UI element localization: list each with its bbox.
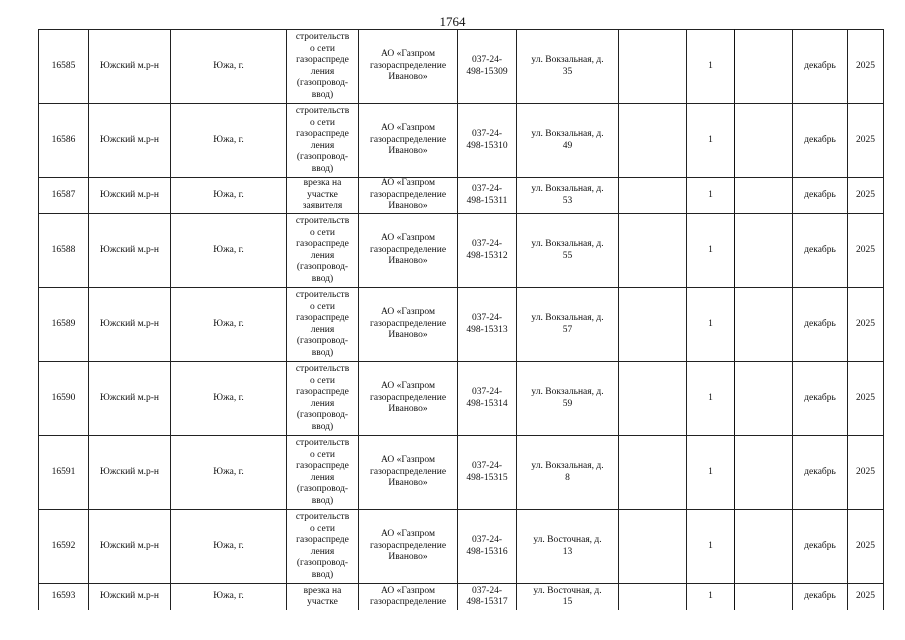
cell-empty	[619, 30, 687, 104]
cell-id	[39, 288, 89, 362]
cell-quantity-text: 1	[708, 466, 713, 477]
cell-work-type	[287, 214, 359, 288]
cell-id	[39, 510, 89, 584]
table-row	[39, 30, 884, 104]
cell-code-text: 037-24- 498-15310	[466, 129, 508, 151]
cell-organization-text: АО «Газпром газораспределение Иваново»	[369, 381, 447, 415]
cell-work-type-text: строительств о сети газораспреде ления (газопровод- ввод)	[295, 216, 350, 284]
cell-id-text: 16586	[51, 134, 76, 145]
cell-quantity-text: 1	[708, 591, 713, 602]
cell-work-type-text: строительств о сети газораспреде ления (газопровод- ввод)	[295, 32, 350, 100]
cell-code-text: 037-24- 498-15312	[466, 239, 508, 261]
cell-quantity-text: 1	[708, 392, 713, 403]
cell-id	[39, 30, 89, 104]
cell-district-text: Южский м.р-н	[99, 189, 160, 200]
cell-empty	[619, 510, 687, 584]
cell-year-text: 2025	[856, 392, 875, 403]
cell-month	[793, 214, 848, 288]
registry-table	[38, 29, 884, 610]
cell-district-text: Южский м.р-н	[99, 244, 160, 255]
cell-organization-text: АО «Газпром газораспределение	[369, 585, 447, 607]
cell-work-type	[287, 104, 359, 178]
cell-empty	[735, 436, 793, 510]
cell-district-text: Южский м.р-н	[99, 466, 160, 477]
cell-month	[793, 30, 848, 104]
cell-district	[89, 178, 171, 214]
cell-id	[39, 104, 89, 178]
cell-town	[171, 104, 287, 178]
cell-code	[458, 436, 517, 510]
cell-address	[517, 510, 619, 584]
cell-year-text: 2025	[856, 134, 875, 145]
cell-quantity	[687, 104, 735, 178]
cell-quantity-text: 1	[708, 540, 713, 551]
cell-month	[793, 584, 848, 611]
cell-address	[517, 30, 619, 104]
page-number: 1764	[439, 14, 466, 29]
cell-town	[171, 362, 287, 436]
cell-district	[89, 510, 171, 584]
cell-address	[517, 214, 619, 288]
cell-empty	[735, 288, 793, 362]
cell-quantity	[687, 510, 735, 584]
cell-quantity-text: 1	[708, 318, 713, 329]
cell-code	[458, 178, 517, 214]
cell-organization	[359, 178, 458, 214]
cell-organization	[359, 362, 458, 436]
cell-month	[793, 510, 848, 584]
table-row	[39, 214, 884, 288]
cell-district	[89, 214, 171, 288]
cell-town-text: Южа, г.	[213, 318, 244, 329]
cell-code	[458, 510, 517, 584]
cell-district	[89, 584, 171, 611]
cell-year	[848, 104, 884, 178]
cell-organization	[359, 584, 458, 611]
cell-empty	[619, 288, 687, 362]
cell-quantity	[687, 288, 735, 362]
cell-address	[517, 584, 619, 611]
cell-quantity	[687, 584, 735, 611]
cell-code	[458, 30, 517, 104]
cell-code-text: 037-24- 498-15315	[466, 461, 508, 483]
cell-quantity	[687, 362, 735, 436]
cell-month-text: декабрь	[804, 318, 836, 329]
cell-district	[89, 30, 171, 104]
cell-organization-text: АО «Газпром газораспределение Иваново»	[369, 123, 447, 157]
cell-address-text: ул. Вокзальная, д. 8	[531, 461, 604, 483]
cell-id-text: 16585	[51, 60, 76, 71]
cell-district-text: Южский м.р-н	[99, 134, 160, 145]
cell-town-text: Южа, г.	[213, 60, 244, 71]
cell-year-text: 2025	[856, 318, 875, 329]
cell-code-text: 037-24- 498-15316	[466, 535, 508, 557]
cell-address	[517, 104, 619, 178]
cell-empty	[619, 436, 687, 510]
cell-address-text: ул. Вокзальная, д. 55	[531, 239, 604, 261]
cell-organization	[359, 510, 458, 584]
cell-empty	[735, 584, 793, 611]
cell-organization	[359, 436, 458, 510]
cell-district-text: Южский м.р-н	[99, 392, 160, 403]
cell-id-text: 16592	[51, 540, 76, 551]
cell-town	[171, 214, 287, 288]
cell-year	[848, 30, 884, 104]
cell-town-text: Южа, г.	[213, 540, 244, 551]
cell-quantity-text: 1	[708, 134, 713, 145]
cell-code-text: 037-24- 498-15309	[466, 55, 508, 77]
cell-town	[171, 178, 287, 214]
cell-work-type	[287, 30, 359, 104]
cell-work-type-text: строительств о сети газораспреде ления (газопровод- ввод)	[295, 512, 350, 580]
cell-district	[89, 104, 171, 178]
cell-month-text: декабрь	[804, 134, 836, 145]
cell-year-text: 2025	[856, 189, 875, 200]
cell-year-text: 2025	[856, 466, 875, 477]
cell-address-text: ул. Вокзальная, д. 53	[531, 184, 604, 206]
cell-empty	[735, 178, 793, 214]
cell-id-text: 16591	[51, 466, 76, 477]
cell-district	[89, 436, 171, 510]
cell-code	[458, 104, 517, 178]
cell-year-text: 2025	[856, 244, 875, 255]
cell-month-text: декабрь	[804, 466, 836, 477]
table-row	[39, 510, 884, 584]
cell-work-type-text: врезка на участке	[303, 585, 342, 607]
cell-code-text: 037-24- 498-15317	[466, 585, 508, 607]
cell-id	[39, 584, 89, 611]
cell-empty	[619, 214, 687, 288]
cell-empty	[735, 30, 793, 104]
cell-address-text: ул. Вокзальная, д. 35	[531, 55, 604, 77]
cell-code-text: 037-24- 498-15313	[466, 313, 508, 335]
cell-work-type	[287, 288, 359, 362]
cell-month-text: декабрь	[804, 392, 836, 403]
table-row	[39, 104, 884, 178]
cell-town	[171, 584, 287, 611]
cell-code-text: 037-24- 498-15314	[466, 387, 508, 409]
cell-town	[171, 288, 287, 362]
cell-work-type-text: строительств о сети газораспреде ления (газопровод- ввод)	[295, 438, 350, 506]
cell-quantity-text: 1	[708, 60, 713, 71]
cell-address-text: ул. Восточная, д. 13	[533, 535, 602, 557]
cell-year	[848, 510, 884, 584]
cell-month-text: декабрь	[804, 60, 836, 71]
cell-year	[848, 362, 884, 436]
cell-code	[458, 584, 517, 611]
cell-address-text: ул. Восточная, д. 15	[533, 585, 602, 607]
cell-id-text: 16589	[51, 318, 76, 329]
cell-code	[458, 288, 517, 362]
cell-empty	[735, 362, 793, 436]
cell-organization	[359, 288, 458, 362]
cell-year	[848, 584, 884, 611]
cell-address-text: ул. Вокзальная, д. 57	[531, 313, 604, 335]
cell-quantity	[687, 30, 735, 104]
cell-year-text: 2025	[856, 591, 875, 602]
table-row	[39, 178, 884, 214]
cell-work-type	[287, 178, 359, 214]
table-row	[39, 362, 884, 436]
cell-quantity	[687, 436, 735, 510]
cell-district-text: Южский м.р-н	[99, 318, 160, 329]
cell-empty	[619, 104, 687, 178]
cell-id	[39, 214, 89, 288]
cell-month	[793, 436, 848, 510]
cell-empty	[735, 510, 793, 584]
cell-month	[793, 362, 848, 436]
cell-organization	[359, 104, 458, 178]
cell-work-type-text: строительств о сети газораспреде ления (газопровод- ввод)	[295, 364, 350, 432]
cell-organization-text: АО «Газпром газораспределение Иваново»	[369, 307, 447, 341]
cell-month-text: декабрь	[804, 244, 836, 255]
table-row	[39, 584, 884, 611]
cell-organization-text: АО «Газпром газораспределение Иваново»	[369, 529, 447, 563]
cell-organization-text: АО «Газпром газораспределение Иваново»	[369, 49, 447, 83]
cell-organization-text: АО «Газпром газораспределение Иваново»	[369, 455, 447, 489]
cell-empty	[619, 584, 687, 611]
cell-month-text: декабрь	[804, 189, 836, 200]
table-body	[39, 30, 884, 611]
cell-town-text: Южа, г.	[213, 189, 244, 200]
cell-district	[89, 288, 171, 362]
cell-year	[848, 214, 884, 288]
cell-town	[171, 510, 287, 584]
cell-address	[517, 362, 619, 436]
cell-work-type	[287, 584, 359, 611]
cell-quantity	[687, 214, 735, 288]
cell-address	[517, 178, 619, 214]
cell-quantity-text: 1	[708, 244, 713, 255]
cell-month	[793, 288, 848, 362]
cell-town	[171, 30, 287, 104]
cell-town-text: Южа, г.	[213, 591, 244, 602]
cell-year	[848, 178, 884, 214]
cell-id-text: 16587	[51, 189, 76, 200]
cell-address	[517, 288, 619, 362]
cell-town	[171, 436, 287, 510]
cell-id-text: 16593	[51, 591, 76, 602]
cell-empty	[735, 104, 793, 178]
cell-work-type-text: строительств о сети газораспреде ления (газопровод- ввод)	[295, 106, 350, 174]
cell-empty	[619, 178, 687, 214]
cell-organization-text: АО «Газпром газораспределение Иваново»	[369, 178, 447, 212]
cell-work-type-text: строительств о сети газораспреде ления (газопровод- ввод)	[295, 290, 350, 358]
cell-code	[458, 362, 517, 436]
cell-year	[848, 288, 884, 362]
cell-month	[793, 104, 848, 178]
cell-quantity	[687, 178, 735, 214]
cell-work-type-text: врезка на участке заявителя	[302, 178, 343, 212]
cell-id	[39, 178, 89, 214]
cell-month	[793, 178, 848, 214]
cell-district-text: Южский м.р-н	[99, 60, 160, 71]
cell-year	[848, 436, 884, 510]
cell-work-type	[287, 362, 359, 436]
cell-town-text: Южа, г.	[213, 392, 244, 403]
cell-organization	[359, 214, 458, 288]
cell-id	[39, 362, 89, 436]
cell-month-text: декабрь	[804, 540, 836, 551]
cell-year-text: 2025	[856, 60, 875, 71]
cell-code-text: 037-24- 498-15311	[466, 184, 508, 206]
table-row	[39, 436, 884, 510]
cell-work-type	[287, 510, 359, 584]
cell-id-text: 16588	[51, 244, 76, 255]
cell-address-text: ул. Вокзальная, д. 49	[531, 129, 604, 151]
cell-year-text: 2025	[856, 540, 875, 551]
cell-empty	[619, 362, 687, 436]
cell-code	[458, 214, 517, 288]
cell-empty	[735, 214, 793, 288]
cell-town-text: Южа, г.	[213, 134, 244, 145]
cell-district-text: Южский м.р-н	[99, 540, 160, 551]
cell-quantity-text: 1	[708, 189, 713, 200]
table-row	[39, 288, 884, 362]
cell-district-text: Южский м.р-н	[99, 591, 160, 602]
cell-district	[89, 362, 171, 436]
cell-organization	[359, 30, 458, 104]
cell-id-text: 16590	[51, 392, 76, 403]
cell-organization-text: АО «Газпром газораспределение Иваново»	[369, 233, 447, 267]
cell-address-text: ул. Вокзальная, д. 59	[531, 387, 604, 409]
cell-address	[517, 436, 619, 510]
cell-month-text: декабрь	[804, 591, 836, 602]
cell-town-text: Южа, г.	[213, 466, 244, 477]
cell-id	[39, 436, 89, 510]
cell-work-type	[287, 436, 359, 510]
cell-town-text: Южа, г.	[213, 244, 244, 255]
